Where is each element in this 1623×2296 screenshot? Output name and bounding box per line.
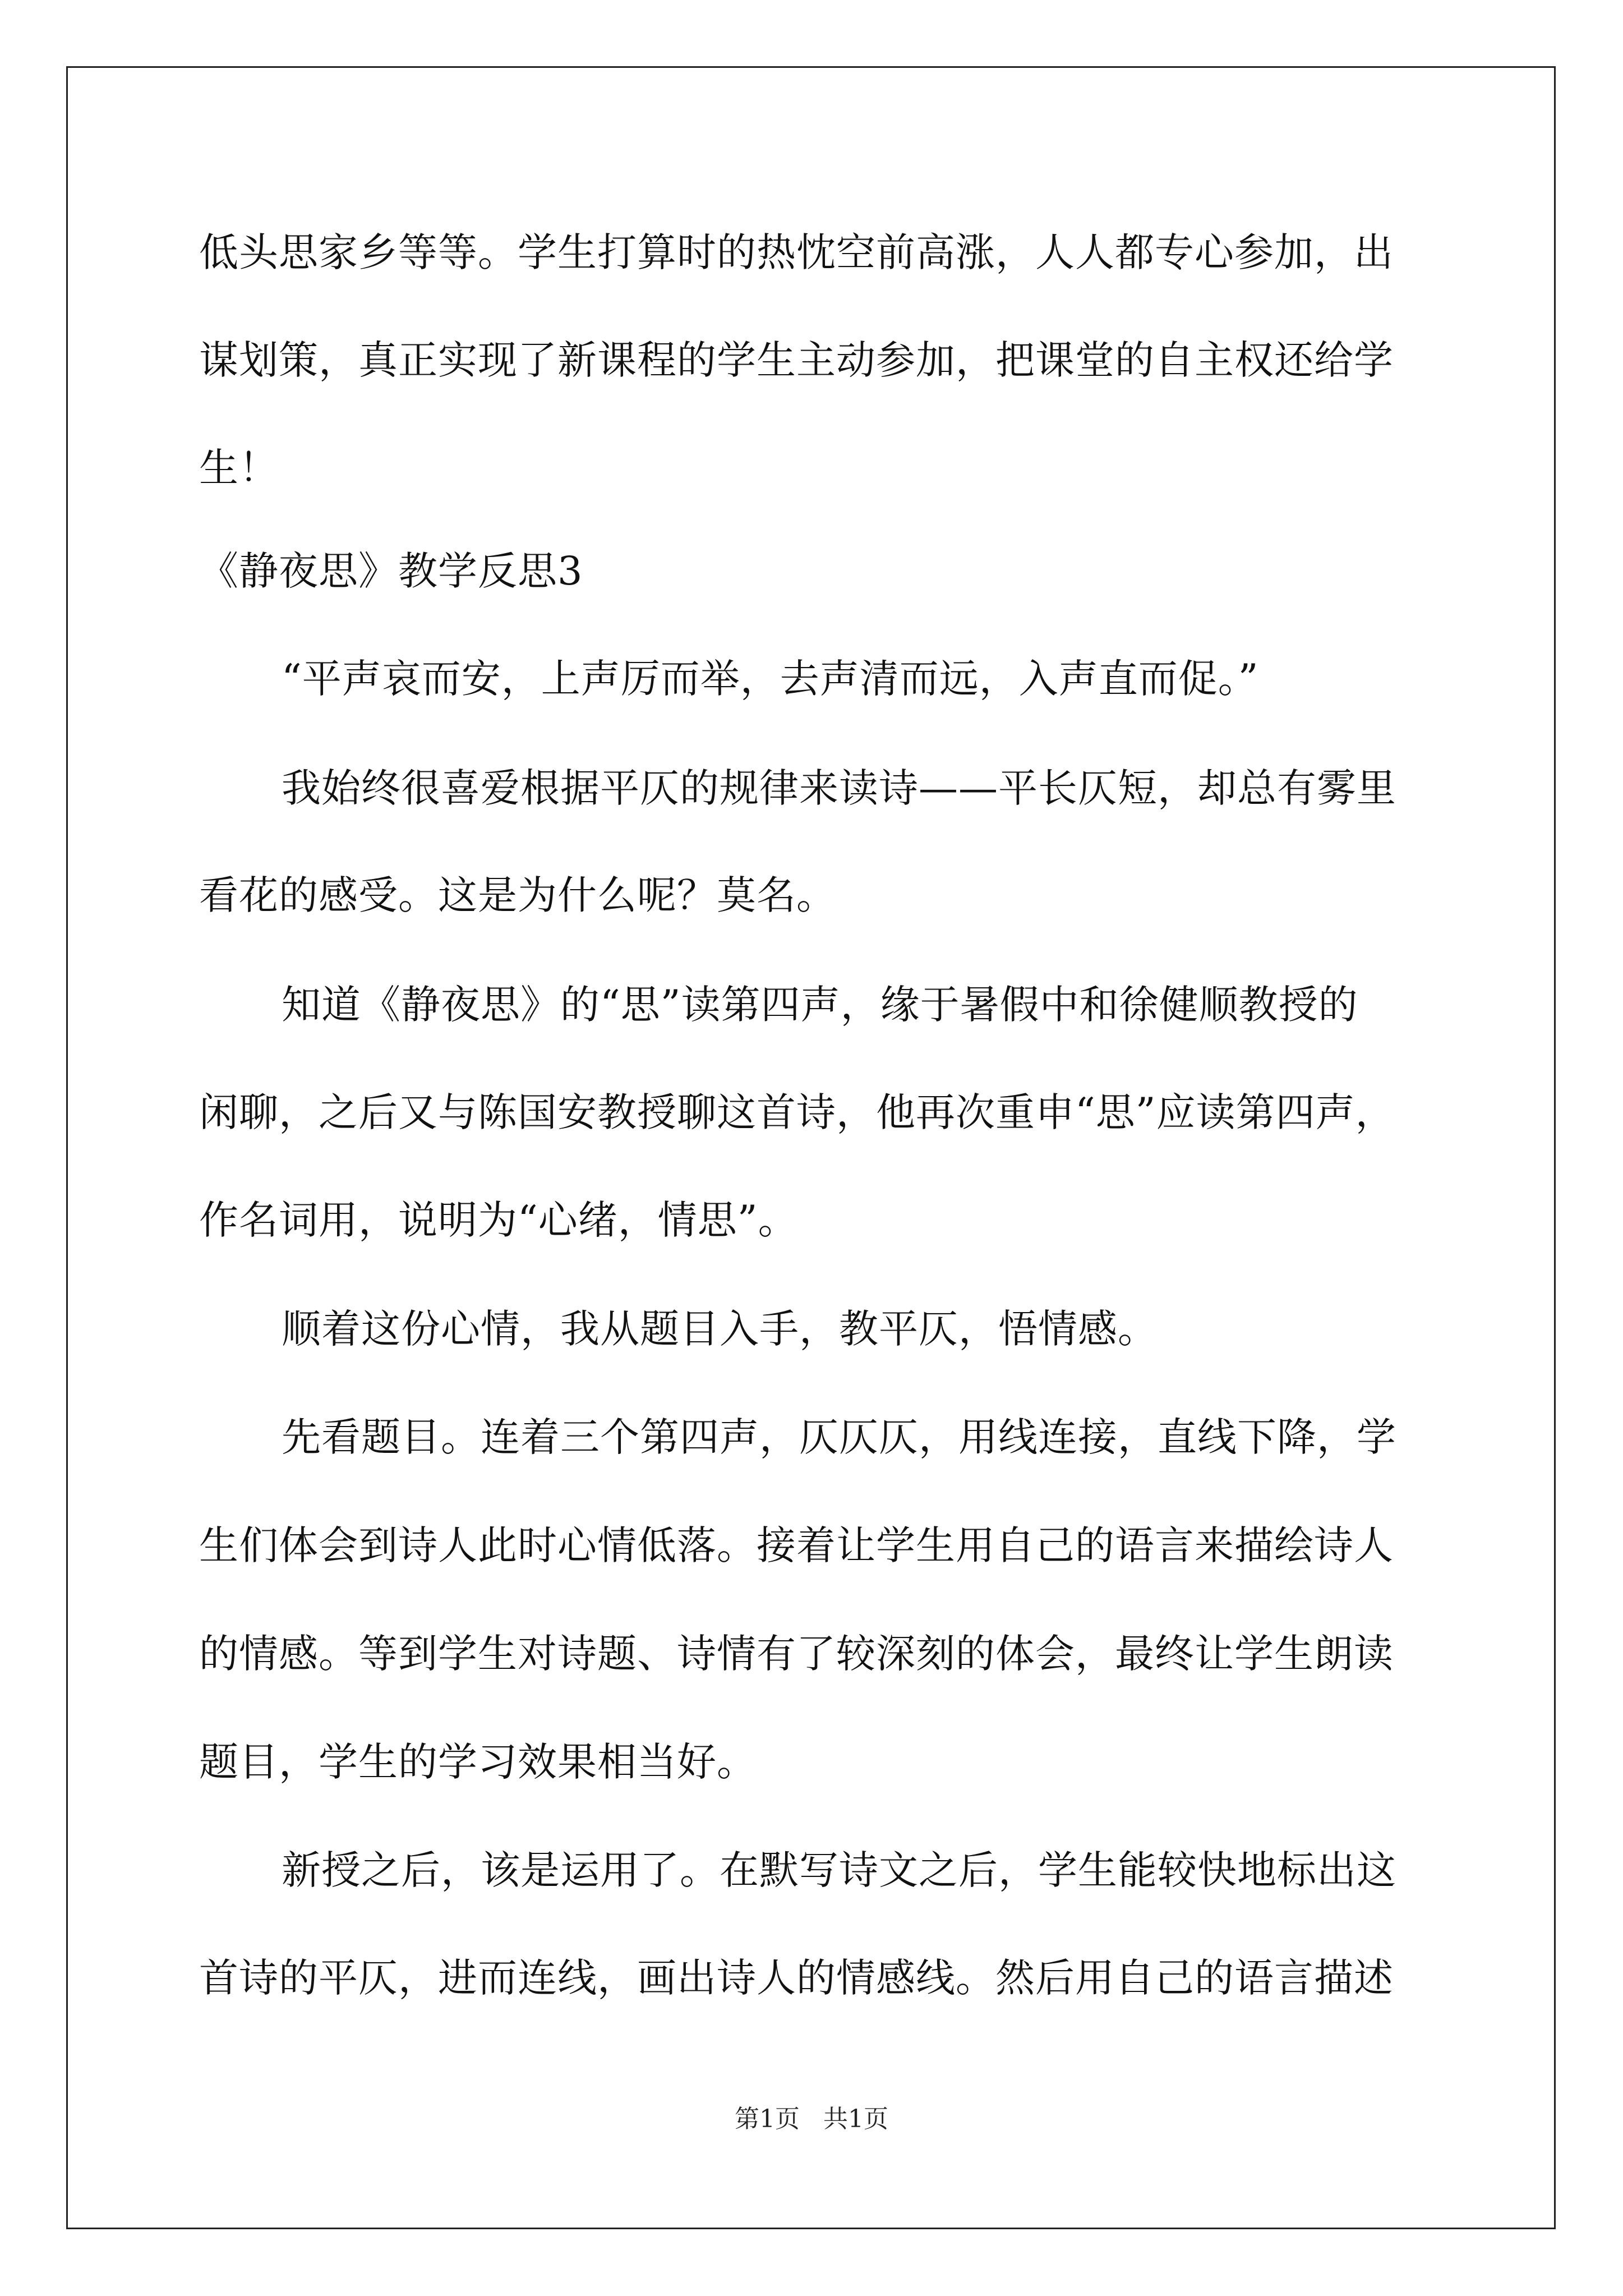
paragraph-line: 生！ [199,445,279,491]
page-footer: 第1页 共1页 [735,2105,888,2133]
paragraph-line: 看花的感受。这是为什么呢？莫名。 [199,872,836,918]
page-border [66,66,1556,2229]
paragraph-line: “平声哀而安，上声厉而举，去声清而远，入声直而促。” [282,656,1259,702]
paragraph-line: 低头思家乡等等。学生打算时的热忱空前高涨，人人都专心参加，出 [199,229,1394,275]
section-title: 《静夜思》教学反思3 [199,548,583,594]
paragraph-line: 先看题目。连着三个第四声，仄仄仄，用线连接，直线下降，学 [282,1414,1396,1460]
paragraph-line: 新授之后，该是运用了。在默写诗文之后，学生能较快地标出这 [282,1847,1396,1893]
paragraph-line: 的情感。等到学生对诗题、诗情有了较深刻的体会，最终让学生朗读 [199,1631,1394,1677]
paragraph-line: 我始终很喜爱根据平仄的规律来读诗——平长仄短，却总有雾里 [282,765,1396,811]
paragraph-line: 谋划策，真正实现了新课程的学生主动参加，把课堂的自主权还给学 [199,337,1394,383]
paragraph-line: 首诗的平仄，进而连线，画出诗人的情感线。然后用自己的语言描述 [199,1955,1394,2001]
paragraph-line: 知道《静夜思》的“思”读第四声，缘于暑假中和徐健顺教授的 [282,982,1358,1028]
paragraph-line: 题目，学生的学习效果相当好。 [199,1739,757,1785]
paragraph-line: 闲聊，之后又与陈国安教授聊这首诗，他再次重申“思”应读第四声， [199,1089,1395,1135]
paragraph-line: 顺着这份心情，我从题目入手，教平仄，悟情感。 [282,1306,1158,1352]
paragraph-line: 生们体会到诗人此时心情低落。接着让学生用自己的语言来描绘诗人 [199,1522,1394,1568]
paragraph-line: 作名词用，说明为“心绪，情思”。 [199,1197,798,1243]
